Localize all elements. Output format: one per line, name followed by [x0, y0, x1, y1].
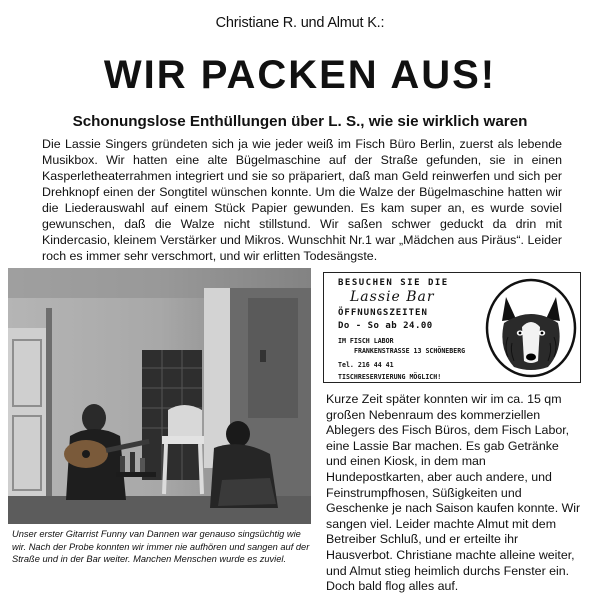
collie-dog-icon: [484, 277, 578, 379]
ad-location: IM FISCH LABOR: [338, 337, 394, 345]
ad-street-address: FRANKENSTRASSE 13 SCHÖNEBERG: [354, 347, 466, 355]
rehearsal-photo: [8, 268, 311, 524]
headline: WIR PACKEN AUS!: [103, 53, 497, 97]
ad-opening-hours-label: ÖFFNUNGSZEITEN: [338, 308, 428, 318]
story-paragraph: Kurze Zeit später konnten wir im ca. 15 qm großen Nebenraum des kommerziellen Ablegers des Fisch Büros, dem Fisch Labor, eine Lassie Bar machen. Es gab Getränke und einen Kiosk, in dem man Hundepostkarten, aber auch andere, und Feinstrumpfhosen, Süßigkeiten und Geschenke je nach Saison kaufen konnte. Wir sangen viel. Leider machte Almut mit dem Betreiber Schluß, und er erteilte ihr Hausverbot. Christiane machte alleine weiter, und Almut stieg heimlich durchs Fenster ein. Doch bald flog alles auf.: [326, 392, 581, 594]
ad-besuchen-text: BESUCHEN SIE DIE: [338, 278, 449, 288]
subheadline: Schonungslose Enthüllungen über L. S., wie sie wirklich waren: [72, 113, 528, 130]
ad-phone: Tel. 216 44 41: [338, 361, 394, 369]
intro-paragraph: Die Lassie Singers gründeten sich ja wie jeder weiß im Fisch Büro Berlin, zuerst als lebende Musikbox. Wir hatten eine alte Bügelmaschine auf der Straße gefunden, sie in einen Kasperletheaterrahmen integriert und sie so präpariert, daß man Geld reinwerfen und sich per Drehknopf einen der Songtitel wünschen konnte. Um die Walze der Bügelmaschine hatten wir die Liederauswahl auf einem Stück Papier gewunden. Es kam super an, es wurde soviel gewunschen, daß die Walze nicht stillstund. Wir saßen schwer geduckt da drin mit Kindercasio, kleinem Verstärker und Mikros. Wunschhit Nr.1 war „Mädchen aus Piräus“. Leider roch es immer sehr verschmort, und wir erlitten Todesängste.: [42, 137, 562, 263]
photo-caption: Unser erster Gitarrist Funny van Dannen war genauso singsüchtig wie wir. Nach der Probe konnten wir immer nie aufhören und sangen auf der Straße und in der Bar weiter. Manchen Menschen wurde es zuviel.: [12, 529, 310, 564]
author-line: Christiane R. und Almut K.:: [215, 15, 385, 31]
ad-reservation-note: TISCHRESERVIERUNG MÖGLICH!: [338, 373, 442, 381]
rehearsal-photo-drawing: [8, 268, 311, 524]
lassie-bar-ad: [323, 272, 581, 383]
ad-opening-hours: Do - So ab 24.00: [338, 321, 433, 331]
ad-bar-name: Lassie Bar: [350, 289, 435, 305]
